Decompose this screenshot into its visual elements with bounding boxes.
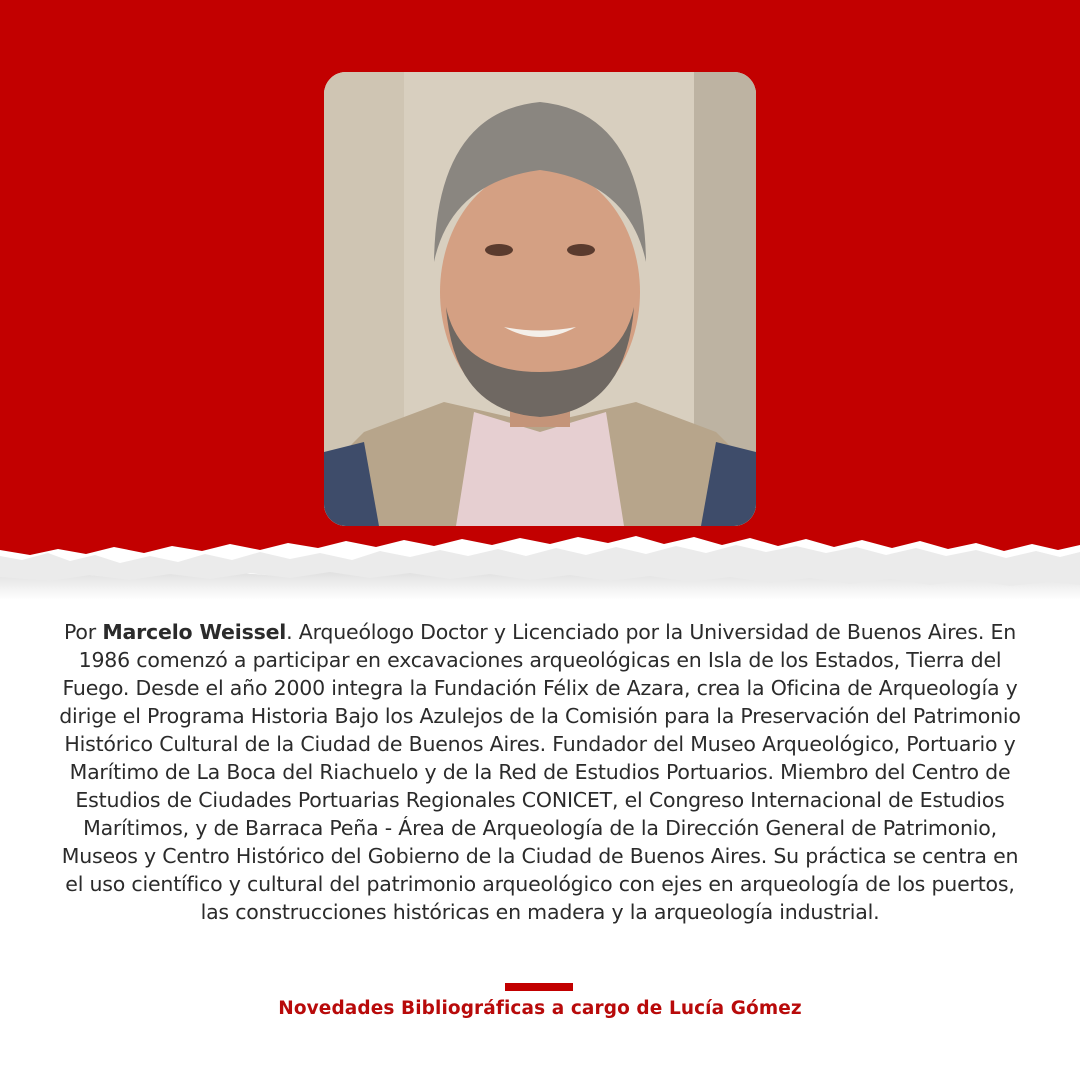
accent-divider (505, 983, 573, 991)
author-name: Marcelo Weissel (102, 620, 287, 644)
bio-prefix: Por (63, 620, 103, 644)
credit-line: Novedades Bibliográficas a cargo de Lucía Gómez (278, 998, 802, 1019)
author-photo (324, 72, 756, 526)
bio-text: . Arqueólogo Doctor y Licenciado por la Universidad de Buenos Aires. En 1986 comenzó a participar en excavaciones arqueológicas en Isla de los Estados, Tierra del Fuego. Desde el año 2000 integra la Fundación Félix de Azara, crea la Oficina de Arqueología y dirige el Programa Historia Bajo los Azulejos de la Comisión para la Preservación del Patrimonio Histórico Cultural de la Ciudad de Buenos Aires. Fundador del Museo Arqueológico, Portuario y Marítimo de La Boca del Riachuelo y de la Red de Estudios Portuarios. Miembro del Centro de Estudios de Ciudades Portuarias Regionales CONICET, el Congreso Internacional de Estudios Marítimos, y de Barraca Peña - Área de Arqueología de la Dirección General de Patrimonio, Museos y Centro Histórico del Gobierno de la Ciudad de Buenos Aires. Su práctica se centra en el uso científico y cultural del patrimonio arqueológico con ejes en arqueología de los puertos, las construcciones históricas en madera y la arqueología industrial. (59, 620, 1021, 924)
author-bio (50, 618, 1030, 926)
